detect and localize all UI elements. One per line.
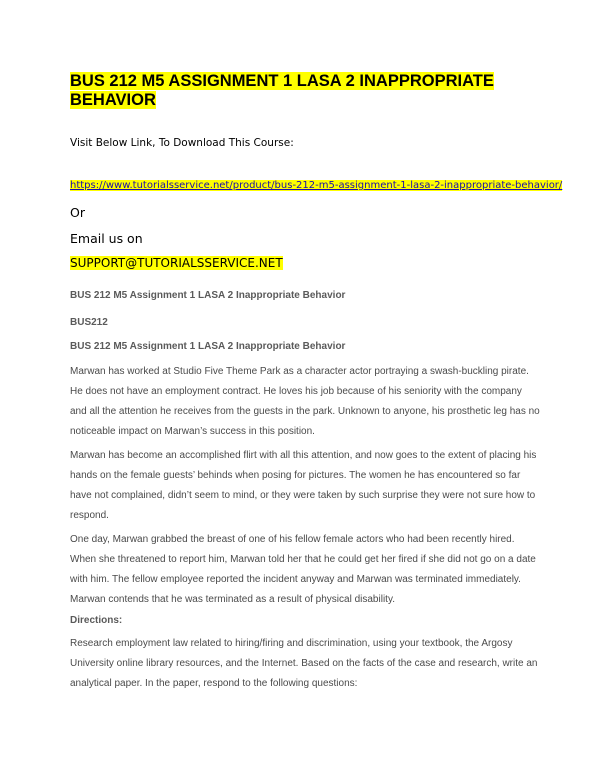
case-paragraph-2: Marwan has become an accomplished flirt with all this attention, and now goes to the extent of placing his hands on the female guests’ behinds when posing for pictures. The women he has encountered so far have not complained, didn’t seem to mind, or they were taken by such surprise they were not sure how to respond. bbox=[70, 450, 537, 521]
case-paragraph-1: Marwan has worked at Studio Five Theme Park as a character actor portraying a swash-buckling pirate. He does not have an employment contract. He loves his job because of his seniority with the company and all the attention he receives from the guests in the park. Unknown to anyone, his prosthetic leg has no noticeable impact on Marwan’s success in this position. bbox=[70, 366, 540, 437]
support-email[interactable]: SUPPORT@TUTORIALSSERVICE.NET bbox=[70, 256, 283, 270]
course-code-heading: BUS212 bbox=[70, 317, 108, 328]
course-download-link[interactable]: https://www.tutorialsservice.net/product/bus-212-m5-assignment-1-lasa-2-inappropriate-behavior/ bbox=[70, 180, 563, 191]
visit-instruction: Visit Below Link, To Download This Course: bbox=[70, 137, 294, 149]
document-title bbox=[70, 72, 530, 110]
email-label: Email us on bbox=[70, 231, 143, 246]
document-title-text: BUS 212 M5 ASSIGNMENT 1 LASA 2 INAPPROPRIATE BEHAVIOR bbox=[70, 72, 494, 109]
directions-paragraph: Research employment law related to hiring/firing and discrimination, using your textbook, the Argosy University online library resources, and the Internet. Based on the facts of the case and research, write an analytical paper. In the paper, respond to the following questions: bbox=[70, 638, 538, 689]
case-paragraph-3: One day, Marwan grabbed the breast of one of his fellow female actors who had been recently hired. When she threatened to report him, Marwan told her that he could get her fired if she did not go on a date with him. The fellow employee reported the incident anyway and Marwan was terminated immediately. Marwan contends that he was terminated as a result of physical disability. bbox=[70, 534, 536, 605]
assignment-subheading: BUS 212 M5 Assignment 1 LASA 2 Inappropriate Behavior bbox=[70, 341, 346, 352]
or-text: Or bbox=[70, 205, 85, 220]
assignment-heading: BUS 212 M5 Assignment 1 LASA 2 Inappropriate Behavior bbox=[70, 290, 346, 301]
directions-label: Directions: bbox=[70, 615, 123, 626]
